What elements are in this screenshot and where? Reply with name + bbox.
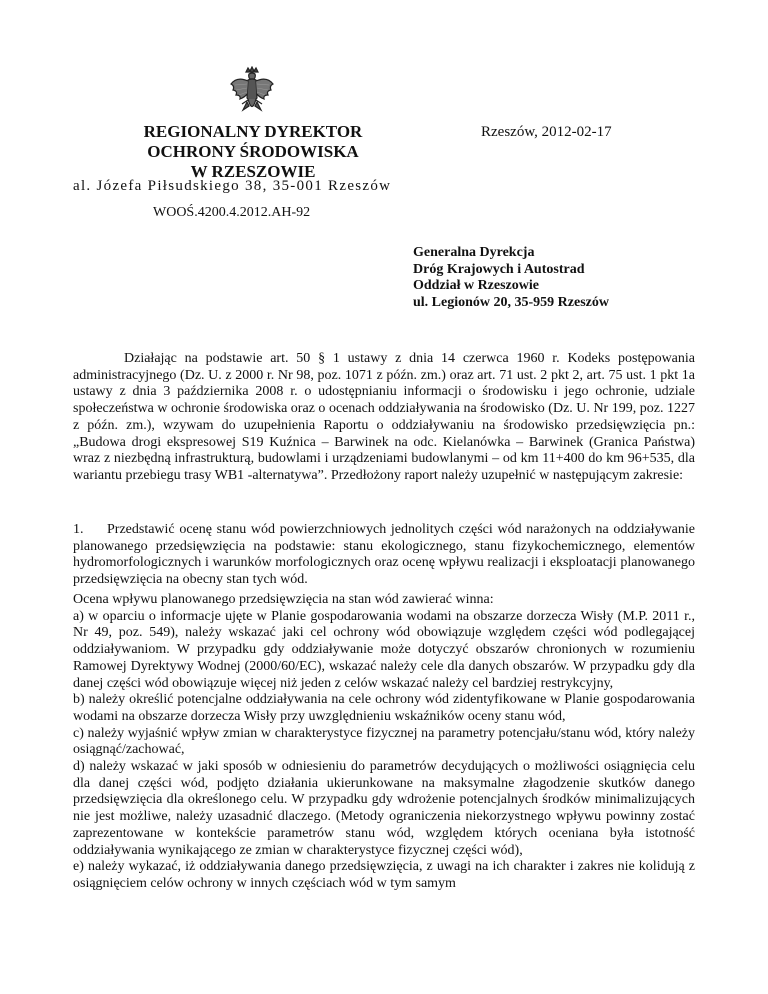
assessment-item-c: c) należy wyjaśnić wpływ zmian w charakterystyce fizycznej na parametry potencjału/stanu wód, który należy osiągnąć/zachować, <box>73 725 695 758</box>
recipient-block <box>413 245 609 311</box>
recipient-line: ul. Legionów 20, 35-959 Rzeszów <box>413 294 609 310</box>
point-1 <box>73 522 695 589</box>
intro-paragraph: Działając na podstawie art. 50 § 1 ustawy z dnia 14 czerwca 1960 r. Kodeks postępowania administracyjnego (Dz. U. z 2000 r. Nr 98, poz. 1071 z późn. zm.) oraz art. 71 ust. 2 pkt 2, art. 75 ust. 1 pkt 1a ustawy z dnia 3 października 2008 r. o udostępnianiu informacji o środowisku i jego ochronie, udziale społeczeństwa w ochronie środowiska oraz o ocenach oddziaływania na środowisko (Dz. U. Nr 199, poz. 1227 z późn. zm.), wzywam do uzupełnienia Raportu o oddziaływaniu na środowisko przedsięwzięcia pn.: „Budowa drogi ekspresowej S19 Kuźnica – Barwinek na odc. Kielanówka – Barwinek (Granica Państwa) wraz z niezbędną infrastrukturą, budowlami i urządzeniami budowlanymi – od km 11+400 do km 96+535, dla wariantu przebiegu trasy WB1 -alternatywa”. Przedłożony raport należy uzupełnić w następującym zakresie: <box>73 351 695 483</box>
recipient-line: Dróg Krajowych i Autostrad <box>413 261 585 277</box>
recipient-line: Oddział w Rzeszowie <box>413 278 539 293</box>
assessment-item-e: e) należy wykazać, iż oddziaływania danego przedsięwzięcia, z uwagi na ich charakter i zakres nie kolidują z osiągnięciem celów ochrony w innych częściach wód w tym samym <box>73 859 695 891</box>
place-date: Rzeszów, 2012-02-17 <box>481 124 612 140</box>
authority-line: W RZESZOWIE <box>190 162 316 181</box>
authority-line: REGIONALNY DYREKTOR <box>143 122 363 141</box>
point-number: 1. <box>73 522 84 537</box>
recipient-line: Generalna Dyrekcja <box>413 245 535 260</box>
polish-eagle-emblem-icon <box>229 66 275 122</box>
reference-number: WOOŚ.4200.4.2012.AH-92 <box>153 205 311 220</box>
assessment-item-b: b) należy określić potencjalne oddziaływania na cele ochrony wód zidentyfikowane w Planie gospodarowania wodami na obszarze dorzecza Wisły przy uwzględnieniu wskaźników oceny stanu wód, <box>73 692 695 724</box>
point-text: Przedstawić ocenę stanu wód powierzchniowych jednolitych części wód narażonych na oddziaływanie planowanego przedsięwzięcia na podstawie: stanu ekologicznego, stanu fizykochemicznego, elementów hydromorfologicznych i warunków morfologicznych oraz ocenę wpływu realizacji i eksploatacji planowanego przedsięwzięcia na obecny stan tych wód. <box>73 522 695 588</box>
authority-line: OCHRONY ŚRODOWISKA <box>147 142 359 161</box>
authority-name <box>100 122 406 182</box>
assessment-item-d: d) należy wskazać w jaki sposób w odniesieniu do parametrów decydujących o możliwości osiągnięcia celu dla danej części wód, podjęto działania ukierunkowane na maksymalne złagodzenie skutków danego przedsięwzięcia dla określonego celu. W przypadku gdy wdrożenie potencjalnych środków minimalizujących nie jest możliwe, należy uzasadnić dlaczego. (Metody ograniczenia niekorzystnego wpływu powinny zostać zaprezentowane w kontekście parametrów stanu wód, względem których oceniana była istotność oddziaływania wynikającego ze zmian w charakterystyce fizycznej części wód), <box>73 759 695 858</box>
assessment-title: Ocena wpływu planowanego przedsięwzięcia na stan wód zawierać winna: <box>73 592 494 607</box>
assessment-item-a: a) w oparciu o informacje ujęte w Planie gospodarowania wodami na obszarze dorzecza Wisły (M.P. 2011 r., Nr 49, poz. 549), należy wskazać jaki cel ochrony wód obowiązuje względem części wód podlegającej oddziaływaniom. W przypadku gdy oddziaływanie może dotyczyć obszarów chronionych w rozumieniu Ramowej Dyrektywy Wodnej (2000/60/EC), wskazać należy cele dla danych obszarów. W przypadku gdy dla danej części wód obowiązuje więcej niż jeden z celów wskazać należy cel bardziej restrykcyjny, <box>73 608 695 691</box>
assessment-section <box>73 592 695 893</box>
authority-address: al. Józefa Piłsudskiego 38, 35-001 Rzeszów <box>73 178 392 194</box>
